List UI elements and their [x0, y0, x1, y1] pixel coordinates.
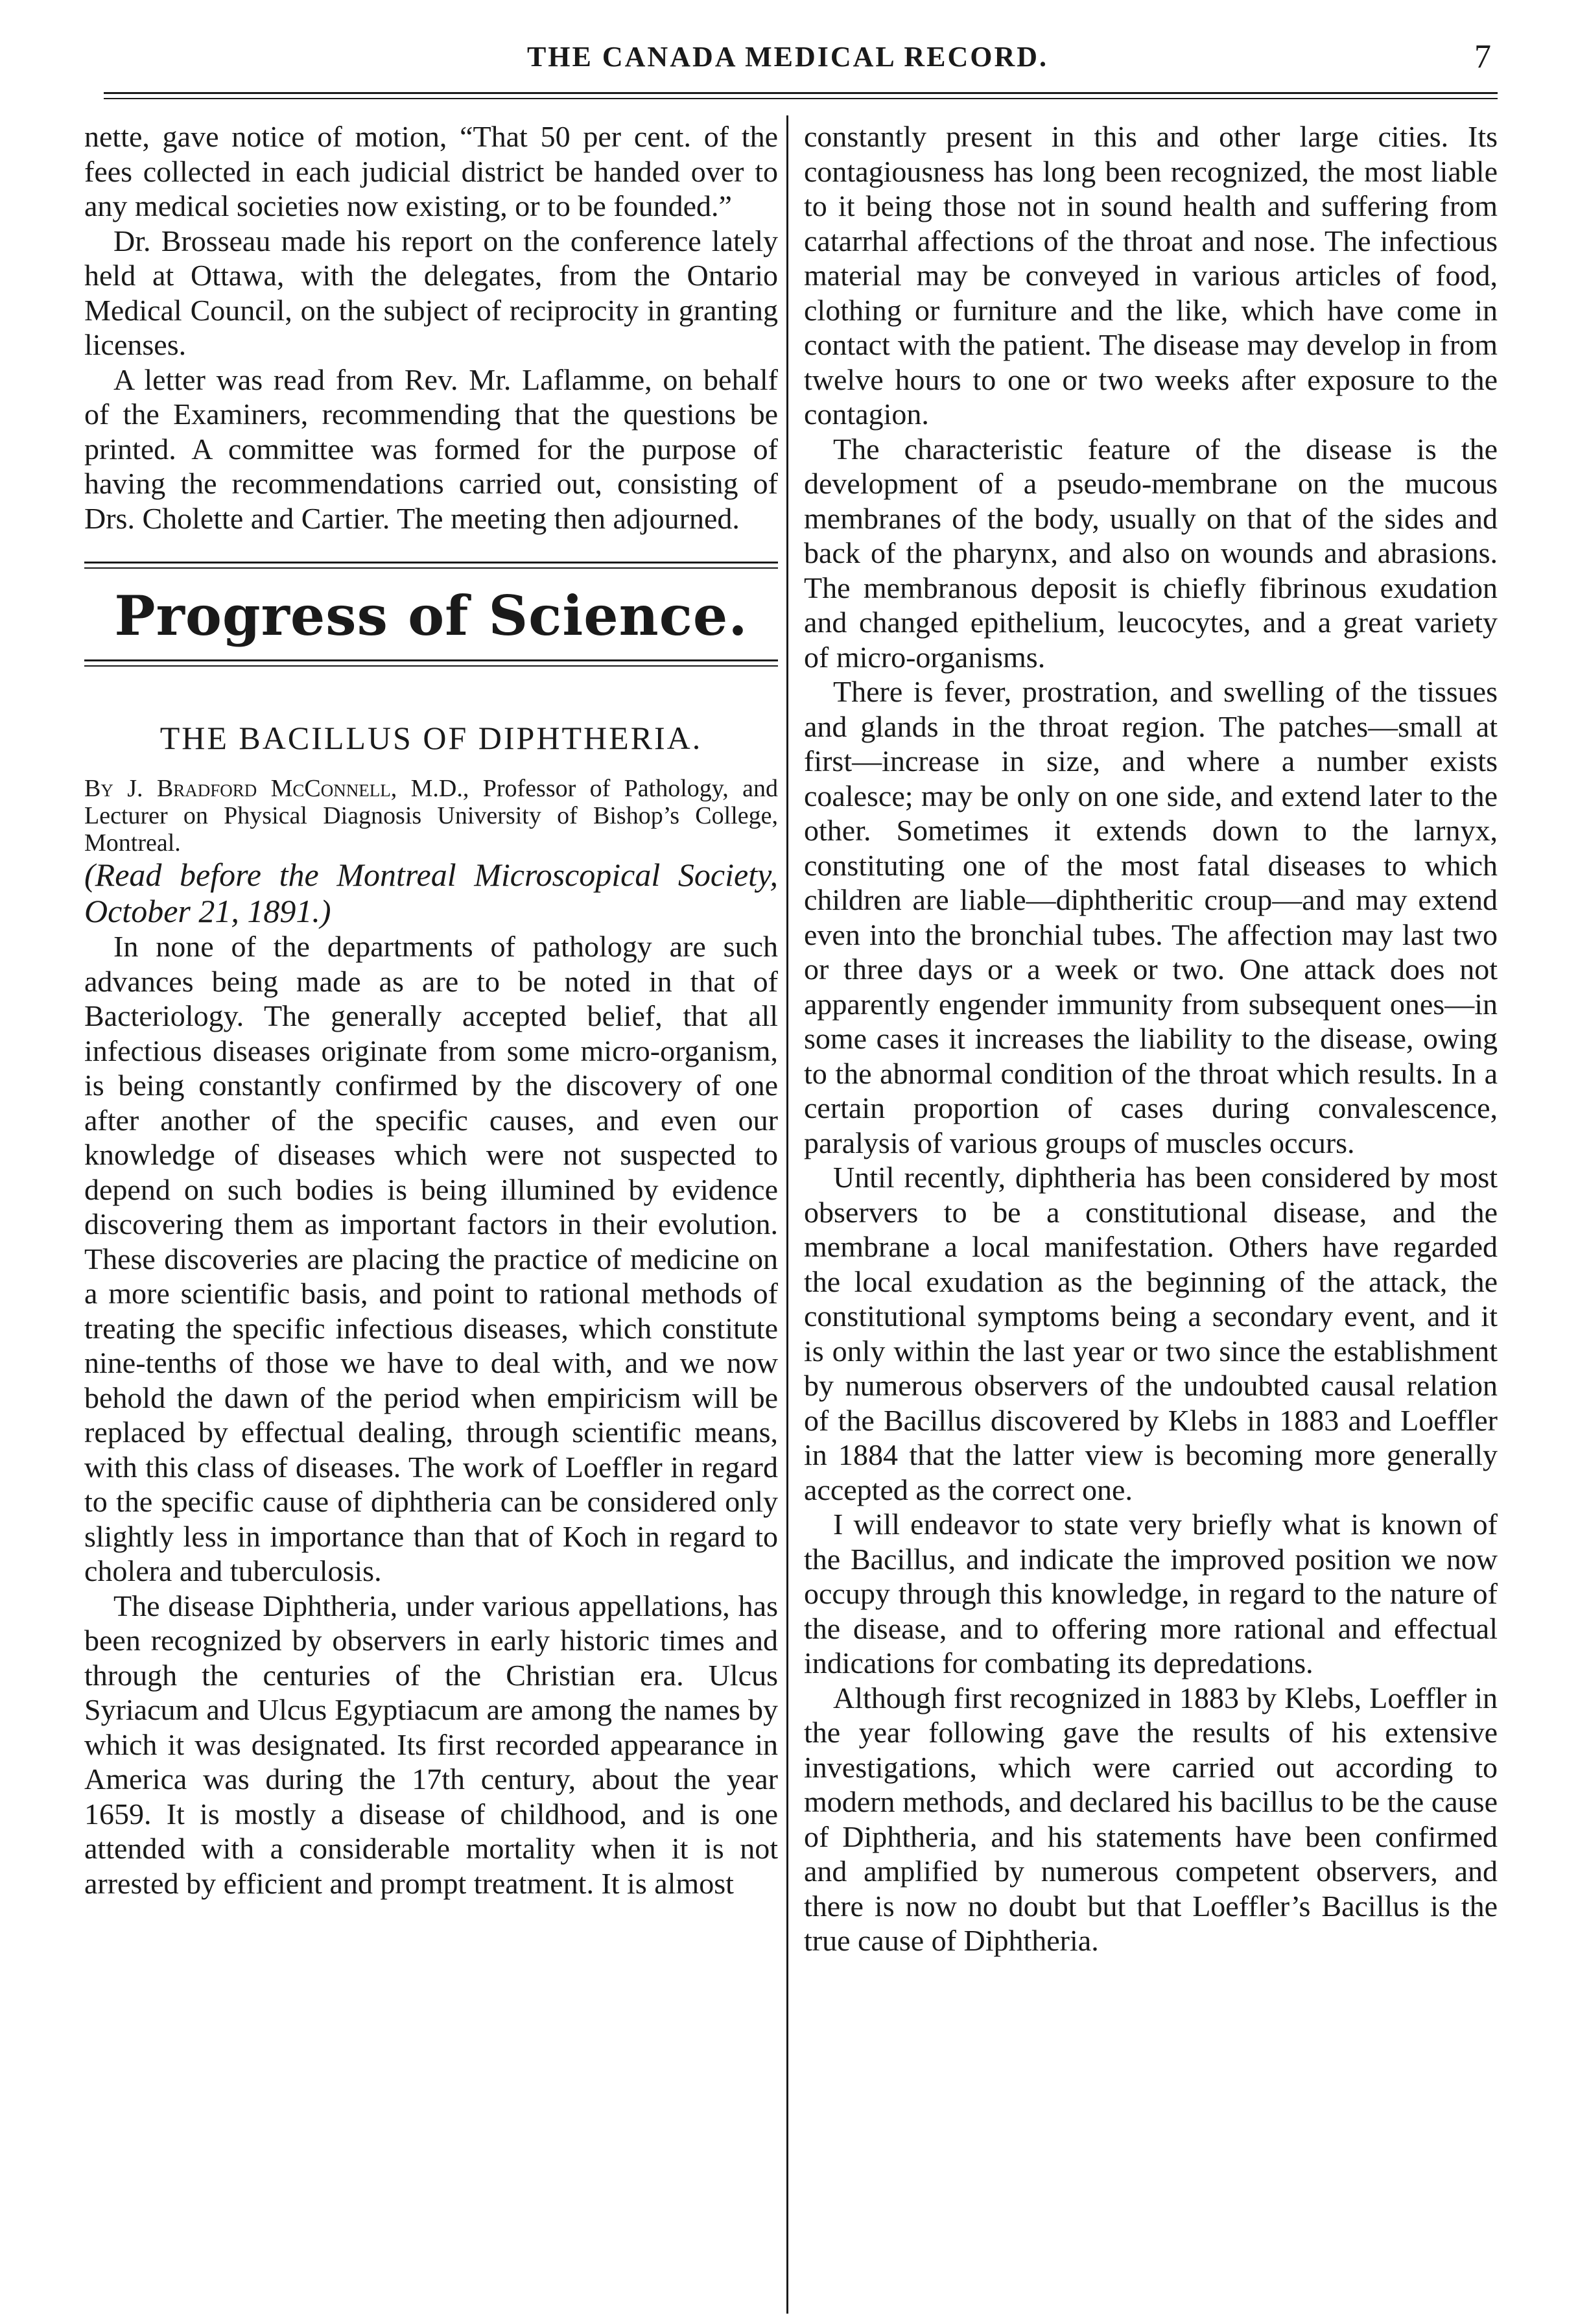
left-column [84, 119, 778, 1901]
byline-author: J. Bradford McConnell, M.D., [127, 775, 469, 802]
paragraph: nette, gave notice of motion, “That 50 per cent. of the fees collected in each judicial district be handed over to any medical societies now existing, or to be founded.” [84, 120, 778, 222]
byline-affiliation: Professor of Pathology, and Lecturer on Physical Diagnosis University of Bishop’s College, Montreal. [84, 775, 779, 857]
paragraph: In none of the departments of pathology are such advances being made as are to be noted in that of Bacteriology. The generally accepted belief, that all infectious diseases originate from some micro-organism, is being constantly confirmed by the discovery of one after another of the specific causes, and even our knowledge of diseases which were not suspected to depend on such bodies is being illumined by evidence discovering them as important factors in their evolution. These discoveries are placing the practice of medicine on a more scientific basis, and point to rational methods of treating the specific infectious diseases, which constitute nine-tenths of those we have to deal with, and we now behold the dawn of the period when empiricism will be replaced by effectual dealing, through scientific means, with this class of diseases. The work of Loeffler in regard to the specific cause of diphtheria can be considered only slightly less in importance than that of Koch in regard to cholera and tuberculosis. [84, 930, 778, 1587]
read-note: (Read before the Montreal Microscopical Society, October 21, 1891.) [84, 857, 778, 929]
section-rule-thin [84, 567, 778, 569]
page-number: 7 [1474, 38, 1491, 75]
section-heading: Progress of Science. [114, 584, 748, 648]
right-column [804, 119, 1498, 1958]
paragraph: I will endeavor to state very briefly what is known of the Bacillus, and indicate the improved position we now occupy through this knowledge, in regard to the nature of the disease, and to offering more rational and effectual indications for combating its depredations. [804, 1508, 1498, 1679]
section-rule [84, 562, 778, 563]
paragraph: Dr. Brosseau made his report on the conference lately held at Ottawa, with the delegates, from the Ontario Medical Council, on the subject of reciprocity in granting licenses. [84, 224, 778, 361]
running-title: THE CANADA MEDICAL RECORD. [526, 41, 1049, 73]
paragraph: constantly present in this and other large cities. Its contagiousness has long been recognized, the most liable to it being those not in sound health and suffering from catarrhal affections of the throat and nose. The infectious material may be conveyed in various articles of food, clothing or furniture and the like, which have come in contact with the patient. The disease may develop in from twelve hours to one or two weeks after exposure to the contagion. [804, 120, 1498, 431]
header-rule [104, 92, 1498, 94]
paragraph: There is fever, prostration, and swelling of the tissues and glands in the throat region. The patches—small at first—increase in size, and where a number exists coalesce; may be only on one side, and extend later to the other. Sometimes it extends down to the larnyx, constituting one of the most fatal diseases to which children are liable—diphtheritic croup—and may extend even into the bronchial tubes. The affection may last two or three days or a week or two. One attack does not apparently engender immunity from subsequent ones—in some cases it increases the liability to the disease, owing to the abnormal condition of the throat which results. In a certain proportion of cases during convalescence, paralysis of various groups of muscles occurs. [804, 675, 1498, 1159]
paragraph: The disease Diphtheria, under various appellations, has been recognized by observers in early historic times and through the centuries of the Christian era. Ulcus Syriacum and Ulcus Egyptiacum are among the names by which it was designated. Its first recorded appearance in America was during the 17th century, about the year 1659. It is mostly a disease of childhood, and is one attended with a considerable mortality when it is not arrested by efficient and prompt treatment. It is almost [84, 1589, 778, 1900]
paragraph: A letter was read from Rev. Mr. Laflamme, on behalf of the Examiners, recommending that the questions be printed. A committee was formed for the purpose of having the recommendations carried out, consisting of Drs. Cholette and Cartier. The meeting then adjourned. [84, 362, 778, 535]
paragraph: The characteristic feature of the disease is the development of a pseudo-membrane on the mucous membranes of the body, usually on that of the sides and back of the pharynx, and also on wounds and abrasions. The membranous deposit is chiefly fibrinous exudation and changed epithelium, leucocytes, and a great variety of micro-organisms. [804, 432, 1498, 674]
section-rule-thin [84, 665, 778, 667]
byline [84, 775, 778, 857]
byline-prefix: By [84, 775, 113, 802]
paragraph: Although first recognized in 1883 by Klebs, Loeffler in the year following gave the results of his extensive investigations, which were carried out according to modern methods, and declared his bacillus to be the cause of Diphtheria, and his statements have been confirmed and amplified by numerous competent observers, and there is now no doubt but that Loeffler’s Bacillus is the true cause of Diphtheria. [804, 1681, 1498, 1957]
header-rule-thin [104, 98, 1498, 99]
paragraph: Until recently, diphtheria has been considered by most observers to be a constitutional disease, and the membrane a local manifestation. Others have regarded the local exudation as the beginning of the attack, the constitutional symptoms being a secondary event, and it is only within the last year or two since the establishment by numerous observers of the undoubted causal relation of the Bacillus discovered by Klebs in 1883 and Loeffler in 1884 that the latter view is becoming more generally accepted as the correct one. [804, 1161, 1498, 1506]
running-head [84, 40, 1491, 79]
section-rule [84, 659, 778, 661]
column-divider [786, 115, 788, 2314]
article-title: THE BACILLUS OF DIPHTHERIA. [159, 719, 703, 756]
